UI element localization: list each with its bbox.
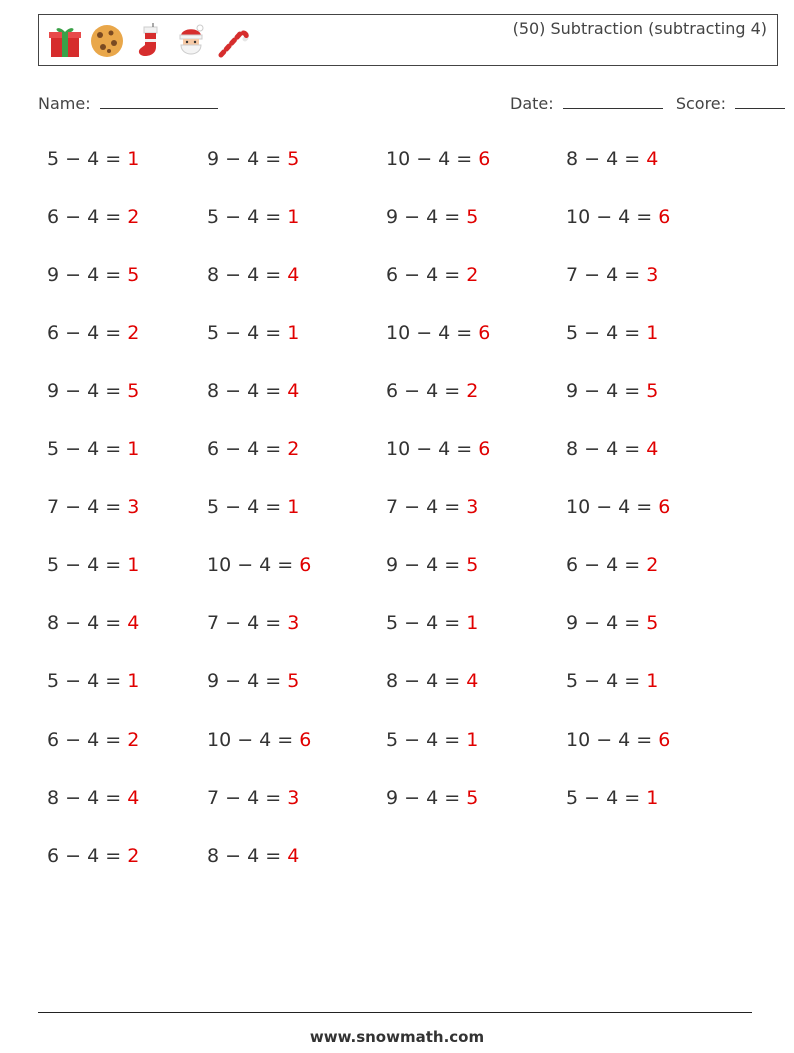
problem-29 — [47, 554, 139, 576]
problem-answer: 3 — [646, 264, 659, 287]
date-label: Date: — [510, 94, 554, 113]
problem-question: 5 − 4 = — [207, 496, 288, 519]
problem-question: 5 − 4 = — [47, 670, 128, 693]
problem-1 — [47, 148, 139, 170]
problem-answer: 1 — [287, 496, 300, 519]
cookie-icon — [89, 23, 125, 59]
problem-question: 10 − 4 = — [386, 438, 479, 461]
problem-question: 9 − 4 = — [386, 554, 467, 577]
problem-answer: 1 — [646, 322, 659, 345]
problem-answer: 2 — [127, 206, 140, 229]
problem-5 — [47, 206, 139, 228]
problem-answer: 5 — [127, 380, 140, 403]
problem-19 — [386, 380, 478, 402]
problem-question: 6 − 4 = — [386, 264, 467, 287]
problem-question: 8 − 4 = — [47, 612, 128, 635]
problem-answer: 4 — [127, 612, 140, 635]
problem-18 — [207, 380, 299, 402]
date-line — [563, 92, 663, 109]
problem-answer: 5 — [466, 206, 479, 229]
problem-question: 8 − 4 = — [207, 264, 288, 287]
problem-4 — [566, 148, 658, 170]
problem-question: 5 − 4 = — [386, 612, 467, 635]
problem-answer: 5 — [646, 380, 659, 403]
problem-question: 9 − 4 = — [47, 264, 128, 287]
problem-answer: 4 — [646, 438, 659, 461]
problem-question: 7 − 4 = — [566, 264, 647, 287]
problem-28 — [566, 496, 670, 518]
problem-48 — [566, 787, 658, 809]
problem-question: 9 − 4 = — [207, 670, 288, 693]
problem-question: 9 − 4 = — [386, 206, 467, 229]
problem-question: 5 − 4 = — [386, 728, 467, 751]
problem-answer: 5 — [646, 612, 659, 635]
problem-22 — [207, 438, 299, 460]
problem-34 — [207, 612, 299, 634]
problem-30 — [207, 554, 311, 576]
name-label: Name: — [38, 94, 91, 113]
problem-47 — [386, 787, 478, 809]
problem-answer: 3 — [127, 496, 140, 519]
problem-27 — [386, 496, 478, 518]
problem-33 — [47, 612, 139, 634]
problem-46 — [207, 787, 299, 809]
problem-40 — [566, 670, 658, 692]
problem-answer: 6 — [478, 148, 491, 170]
worksheet-title: (50) Subtraction (subtracting 4) — [512, 19, 767, 38]
problem-question: 5 − 4 = — [566, 786, 647, 809]
problem-question: 8 − 4 = — [47, 786, 128, 809]
problem-answer: 1 — [127, 438, 140, 461]
problem-35 — [386, 612, 478, 634]
santa-icon — [173, 23, 209, 59]
problem-question: 7 − 4 = — [207, 786, 288, 809]
problem-answer: 2 — [646, 554, 659, 577]
problem-43 — [386, 729, 478, 751]
problem-17 — [47, 380, 139, 402]
problem-13 — [47, 322, 139, 344]
problem-question: 10 − 4 = — [566, 728, 659, 751]
problem-answer: 6 — [478, 322, 491, 345]
problem-question: 7 − 4 = — [386, 496, 467, 519]
problem-answer: 3 — [287, 612, 300, 635]
problem-question: 8 − 4 = — [207, 844, 288, 867]
problem-8 — [566, 206, 670, 228]
problem-question: 10 − 4 = — [386, 148, 479, 170]
problem-25 — [47, 496, 139, 518]
score-label: Score: — [675, 94, 727, 113]
problem-answer: 5 — [287, 148, 300, 170]
problem-answer: 4 — [287, 844, 300, 867]
problem-answer: 4 — [287, 380, 300, 403]
problem-answer: 2 — [466, 380, 479, 403]
problem-answer: 1 — [127, 554, 140, 577]
header-box — [38, 14, 778, 66]
problem-question: 7 − 4 = — [207, 612, 288, 635]
problem-39 — [386, 670, 478, 692]
problem-3 — [386, 148, 490, 170]
problem-answer: 1 — [127, 670, 140, 693]
footer-url: www.snowmath.com — [309, 1028, 485, 1046]
problem-question: 10 − 4 = — [386, 322, 479, 345]
gift-icon — [47, 23, 83, 59]
problem-7 — [386, 206, 478, 228]
problem-32 — [566, 554, 658, 576]
problem-question: 9 − 4 = — [47, 380, 128, 403]
problem-50 — [207, 845, 299, 867]
problem-question: 5 − 4 = — [566, 322, 647, 345]
candy-cane-icon — [215, 23, 251, 59]
date-score-field — [510, 92, 785, 113]
problem-answer: 2 — [127, 844, 140, 867]
problem-answer: 1 — [466, 728, 479, 751]
problem-44 — [566, 729, 670, 751]
problem-answer: 3 — [466, 496, 479, 519]
problem-question: 5 − 4 = — [47, 148, 128, 170]
problem-question: 6 − 4 = — [207, 438, 288, 461]
problem-question: 10 − 4 = — [566, 206, 659, 229]
problem-answer: 6 — [658, 206, 671, 229]
problem-question: 5 − 4 = — [207, 322, 288, 345]
problem-question: 8 − 4 = — [566, 438, 647, 461]
name-field — [38, 92, 218, 113]
problem-26 — [207, 496, 299, 518]
problem-answer: 4 — [466, 670, 479, 693]
problem-question: 6 − 4 = — [47, 206, 128, 229]
problem-49 — [47, 845, 139, 867]
problem-20 — [566, 380, 658, 402]
problem-24 — [566, 438, 658, 460]
problem-11 — [386, 264, 478, 286]
problem-answer: 1 — [646, 786, 659, 809]
problem-2 — [207, 148, 299, 170]
problem-answer: 6 — [299, 554, 312, 577]
icon-strip — [47, 21, 251, 61]
problem-12 — [566, 264, 658, 286]
problem-15 — [386, 322, 490, 344]
problem-answer: 2 — [466, 264, 479, 287]
problem-answer: 2 — [127, 322, 140, 345]
problem-answer: 1 — [287, 322, 300, 345]
problem-42 — [207, 729, 311, 751]
problem-answer: 4 — [287, 264, 300, 287]
problem-question: 10 − 4 = — [207, 554, 300, 577]
score-line — [735, 92, 785, 109]
problem-question: 10 − 4 = — [566, 496, 659, 519]
problem-answer: 6 — [478, 438, 491, 461]
problem-21 — [47, 438, 139, 460]
problem-question: 5 − 4 = — [47, 554, 128, 577]
problem-question: 6 − 4 = — [386, 380, 467, 403]
problem-question: 6 − 4 = — [47, 844, 128, 867]
problem-answer: 5 — [466, 554, 479, 577]
problem-37 — [47, 670, 139, 692]
problem-14 — [207, 322, 299, 344]
stocking-icon — [131, 23, 167, 59]
problem-answer: 1 — [466, 612, 479, 635]
problem-10 — [207, 264, 299, 286]
problem-answer: 2 — [287, 438, 300, 461]
problem-16 — [566, 322, 658, 344]
problem-answer: 1 — [287, 206, 300, 229]
problem-question: 9 − 4 = — [566, 380, 647, 403]
problem-question: 9 − 4 = — [207, 148, 288, 170]
problem-answer: 6 — [658, 496, 671, 519]
problem-question: 8 − 4 = — [566, 148, 647, 170]
problem-36 — [566, 612, 658, 634]
problem-question: 10 − 4 = — [207, 728, 300, 751]
problem-question: 7 − 4 = — [47, 496, 128, 519]
problem-answer: 5 — [466, 786, 479, 809]
problem-answer: 5 — [127, 264, 140, 287]
problem-answer: 5 — [287, 670, 300, 693]
problem-question: 9 − 4 = — [566, 612, 647, 635]
problem-answer: 3 — [287, 786, 300, 809]
problem-answer: 1 — [646, 670, 659, 693]
problem-question: 5 − 4 = — [566, 670, 647, 693]
problem-answer: 4 — [127, 786, 140, 809]
footer-divider — [38, 1012, 752, 1013]
problem-question: 5 − 4 = — [47, 438, 128, 461]
problem-31 — [386, 554, 478, 576]
problem-question: 8 − 4 = — [207, 380, 288, 403]
problem-answer: 6 — [299, 728, 312, 751]
problem-9 — [47, 264, 139, 286]
problem-question: 8 − 4 = — [386, 670, 467, 693]
problem-answer: 2 — [127, 728, 140, 751]
problem-45 — [47, 787, 139, 809]
problem-23 — [386, 438, 490, 460]
problem-question: 6 − 4 = — [566, 554, 647, 577]
problem-question: 5 − 4 = — [207, 206, 288, 229]
problem-answer: 1 — [127, 148, 140, 170]
name-line — [100, 92, 218, 109]
problem-41 — [47, 729, 139, 751]
problem-answer: 4 — [646, 148, 659, 170]
problem-6 — [207, 206, 299, 228]
problem-question: 6 − 4 = — [47, 322, 128, 345]
problem-38 — [207, 670, 299, 692]
problem-answer: 6 — [658, 728, 671, 751]
problem-question: 9 − 4 = — [386, 786, 467, 809]
problem-question: 6 − 4 = — [47, 728, 128, 751]
